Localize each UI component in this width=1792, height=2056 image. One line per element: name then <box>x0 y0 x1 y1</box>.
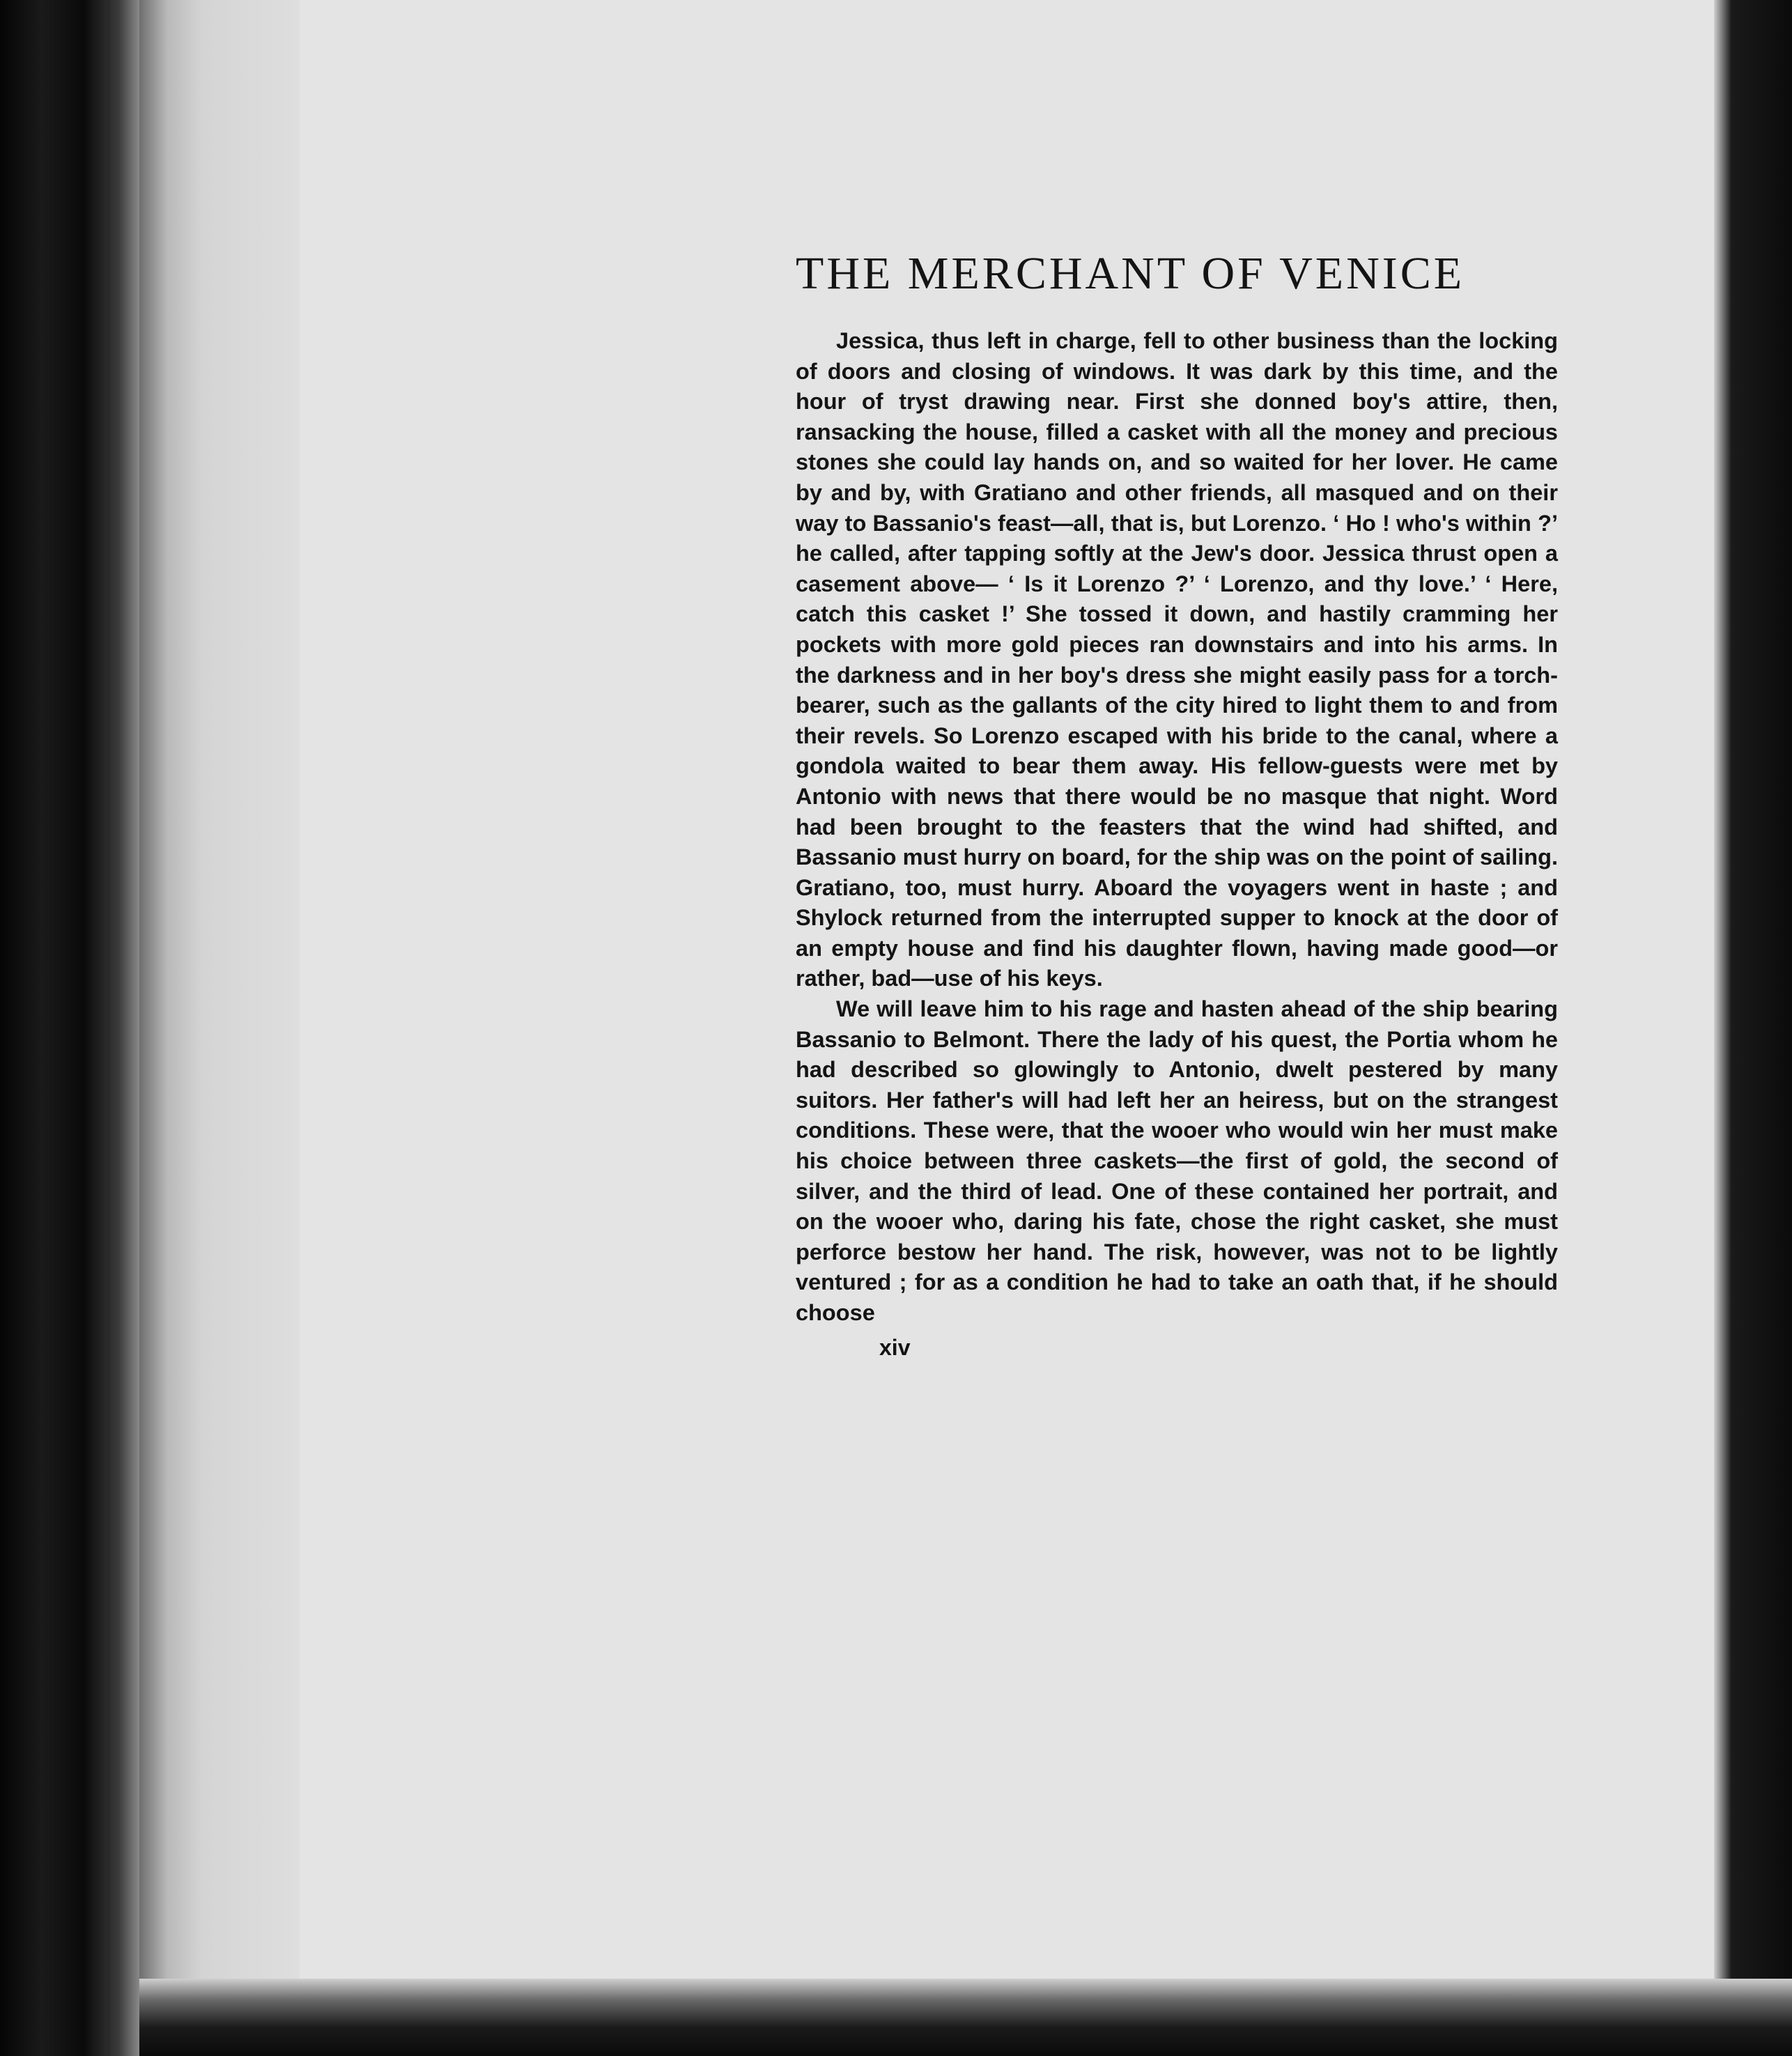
page-right-edge <box>1714 0 1792 2056</box>
book-spine <box>0 0 139 2056</box>
text-block <box>796 248 1558 1363</box>
page-number: xiv <box>879 1334 911 1360</box>
paragraph-1: Jessica, thus left in charge, fell to other business than the locking of doors and closing of windows. It was dark by this time, and the hour of tryst drawing near. First she donned boy's attire, then, ransacking the house, filled a casket with all the money and precious stones she could lay hands on, and so waited for her lover. He came by and by, with Gratiano and other friends, all masqued and on their way to Bassanio's feast—all, that is, but Lorenzo. ‘ Ho ! who's within ?’ he called, after tapping softly at the Jew's door. Jessica thrust open a casement above— ‘ Is it Lorenzo ?’ ‘ Lorenzo, and thy love.’ ‘ Here, catch this casket !’ She tossed it down, and hastily cramming her pockets with more gold pieces ran downstairs and into his arms. In the darkness and in her boy's dress she might easily pass for a torch-bearer, such as the gallants of the city hired to light them to and from their revels. So Lorenzo escaped with his bride to the canal, where a gondola waited to bear them away. His fellow-guests were met by Antonio with news that there would be no masque that night. Word had been brought to the feasters that the wind had shifted, and Bassanio must hurry on board, for the ship was on the point of sailing. Gratiano, too, must hurry. Aboard the voyagers went in haste ; and Shylock returned from the interrupted supper to knock at the door of an empty house and find his daughter flown, having made good—or rather, bad—use of his keys. <box>796 328 1558 991</box>
spine-shadow <box>139 0 300 2056</box>
page-bottom-edge <box>139 1979 1792 2056</box>
running-title: THE MERCHANT OF VENICE <box>796 248 1465 299</box>
spine-stripe <box>105 0 110 2056</box>
paragraph-2: We will leave him to his rage and hasten ahead of the ship bearing Bassanio to Belmont. There the lady of his quest, the Portia whom he had described so glowingly to Antonio, dwelt pestered by many suitors. Her father's will had left her an heiress, but on the strangest conditions. These were, that the wooer who would win her must make his choice between three caskets—the first of gold, the second of silver, and the third of lead. One of these contained her portrait, and on the wooer who, daring his fate, chose the right casket, she must perforce bestow her hand. The risk, however, was not to be lightly ventured ; for as a condition he had to take an oath that, if he should choose <box>796 996 1558 1325</box>
